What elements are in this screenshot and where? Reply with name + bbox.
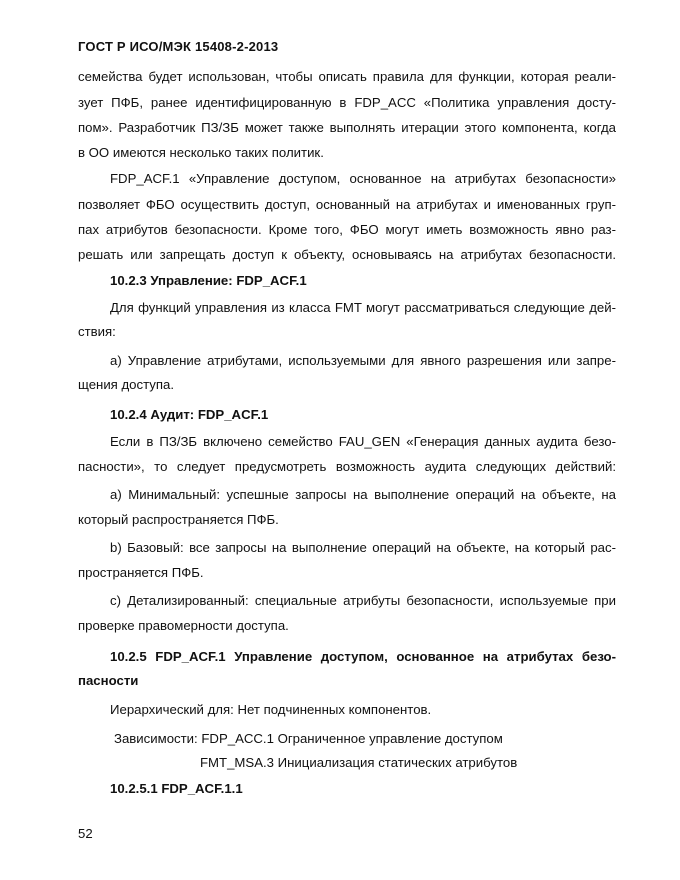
text-line: проверке правомерности доступа.	[78, 618, 289, 633]
text-line: зует ПФБ, ранее идентифицированную в FDP_ACC «Политика управления досту-	[78, 95, 616, 110]
text-line: который распространяется ПФБ.	[78, 512, 279, 527]
text-line: пространяется ПФБ.	[78, 565, 204, 580]
text-line: FDP_ACF.1 «Управление доступом, основанное на атрибутах безопасности»	[110, 171, 616, 186]
text-line: семейства будет использован, чтобы описать правила для функции, которая реали-	[78, 69, 616, 84]
section-heading-10-2-5-1: 10.2.5.1 FDP_ACF.1.1	[110, 781, 243, 796]
text-line: a) Минимальный: успешные запросы на выполнение операций на объекте, на	[110, 487, 616, 502]
section-heading-10-2-3: 10.2.3 Управление: FDP_ACF.1	[110, 273, 307, 288]
text-line: Иерархический для: Нет подчиненных компонентов.	[110, 702, 432, 717]
text-line: решать или запрещать доступ к объекту, основываясь на атрибутах безопасности.	[78, 247, 616, 262]
text-line: а) Управление атрибутами, используемыми для явного разрешения или запре-	[110, 353, 616, 368]
text-line: Для функций управления из класса FMT могут рассматриваться следующие дей-	[110, 300, 616, 315]
text-line: ствия:	[78, 324, 116, 339]
text-line: пах атрибутов безопасности. Кроме того, ФБО могут иметь возможность явно раз-	[78, 222, 616, 237]
text-line: пом». Разработчик ПЗ/ЗБ может также выполнять итерации этого компонента, когда	[78, 120, 616, 135]
document-header: ГОСТ Р ИСО/МЭК 15408-2-2013	[78, 39, 279, 54]
text-line: Зависимости: FDP_ACC.1 Ограниченное управление доступом	[114, 731, 503, 746]
text-line: b) Базовый: все запросы на выполнение операций на объекте, на который рас-	[110, 540, 616, 555]
section-heading-10-2-4: 10.2.4 Аудит: FDP_ACF.1	[110, 407, 269, 422]
text-line: c) Детализированный: специальные атрибуты безопасности, используемые при	[110, 593, 616, 608]
text-line: пасности», то следует предусмотреть возможность аудита следующих действий:	[78, 459, 616, 474]
page-number: 52	[78, 826, 93, 841]
text-line: FMT_MSA.3 Инициализация статических атрибутов	[200, 755, 518, 770]
text-line: щения доступа.	[78, 377, 175, 392]
section-heading-10-2-5-cont: пасности	[78, 673, 139, 688]
text-line: в ОО имеются несколько таких политик.	[78, 145, 324, 160]
text-line: Если в ПЗ/ЗБ включено семейство FAU_GEN «Генерация данных аудита безо-	[110, 434, 616, 449]
text-line: позволяет ФБО осуществить доступ, основанный на атрибутах и именованных груп-	[78, 197, 616, 212]
section-heading-10-2-5: 10.2.5 FDP_ACF.1 Управление доступом, основанное на атрибутах безо-	[110, 649, 616, 664]
